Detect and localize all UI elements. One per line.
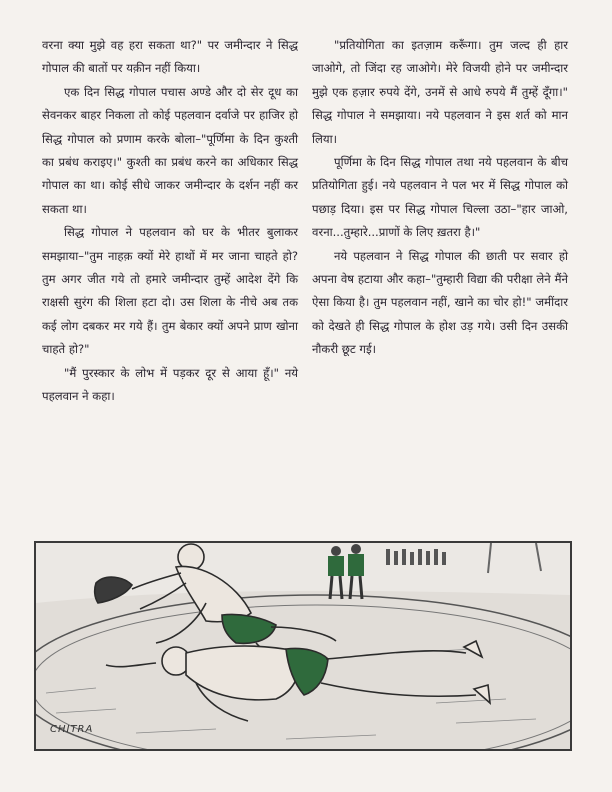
wrestling-illustration	[34, 541, 572, 751]
right-text-column	[312, 34, 568, 362]
left-text-column	[42, 34, 298, 409]
paragraph: एक दिन सिद्ध गोपाल पचास अण्डे और दो सेर दूध का सेवनकर बाहर निकला तो कोई पहलवान दर्वाजे पर हाजिर हो सिद्ध गोपाल को प्रणाम करके बोला–"पूर्णिमा के दिन कुश्ती का प्रबंध कराइए।" कुश्ती का प्रबंध करने का अधिकार सिद्ध गोपाल का था। कोई सीधे जाकर जमीन्दार के दर्शन नहीं कर सकता था।	[42, 84, 298, 216]
artist-signature: CHITRA	[50, 724, 94, 735]
paragraph: पूर्णिमा के दिन सिद्ध गोपाल तथा नये पहलवान के बीच प्रतियोगिता हुई। नये पहलवान ने पल भर में सिद्ध गोपाल को पछाड़ दिया। इस पर सिद्ध गोपाल चिल्ला उठा–"हार जाओ, वरना...तुम्हारे...प्राणों के लिए ख़तरा है।"	[312, 155, 568, 240]
paragraph: "प्रतियोगिता का इतज़ाम करूँगा। तुम जल्द ही हार जाओगे, तो जिंदा रह जाओगे। मेरे विजयी होने पर जमीन्दार मुझे एक हज़ार रुपये देंगे, उनमें से आधे रुपये मैं तुम्हें दूँगा।" सिद्ध गोपाल ने समझाया। नये पहलवान ने इस शर्त को मान लिया।	[312, 38, 568, 146]
paragraph: सिद्ध गोपाल ने पहलवान को घर के भीतर बुलाकर समझाया–"तुम नाहक़ क्यों मेरे हाथों में मर जाना चाहते हो? तुम अगर जीत गये तो हमारे जमीन्दार तुम्हें आदेश देंगे कि राक्षसी सुरंग की शिला हटा दो। उस शिला के नीचे अब तक कई लोग दबकर मर गये हैं। तुम बेकार क्यों अपने प्राण खोना चाहते हो?"	[42, 225, 298, 357]
paragraph: "मैं पुरस्कार के लोभ में पड़कर दूर से आया हूँ।" नये पहलवान ने कहा।	[42, 365, 298, 404]
wrestling-scene-drawing	[36, 543, 570, 749]
paragraph: वरना क्या मुझे वह हरा सकता था?" पर जमीन्दार ने सिद्ध गोपाल की बातों पर यक़ीन नहीं किया।	[42, 38, 298, 76]
paragraph: नये पहलवान ने सिद्ध गोपाल की छाती पर सवार हो अपना वेष हटाया और कहा–"तुम्हारी विद्या की परीक्षा लेने मैंने ऐसा किया है। तुम पहलवान नहीं, खाने का चोर हो!" जमींदार को देखते ही सिद्ध गोपाल के होश उड़ गये। उसी दिन उसकी नौकरी छूट गई।	[312, 248, 568, 357]
